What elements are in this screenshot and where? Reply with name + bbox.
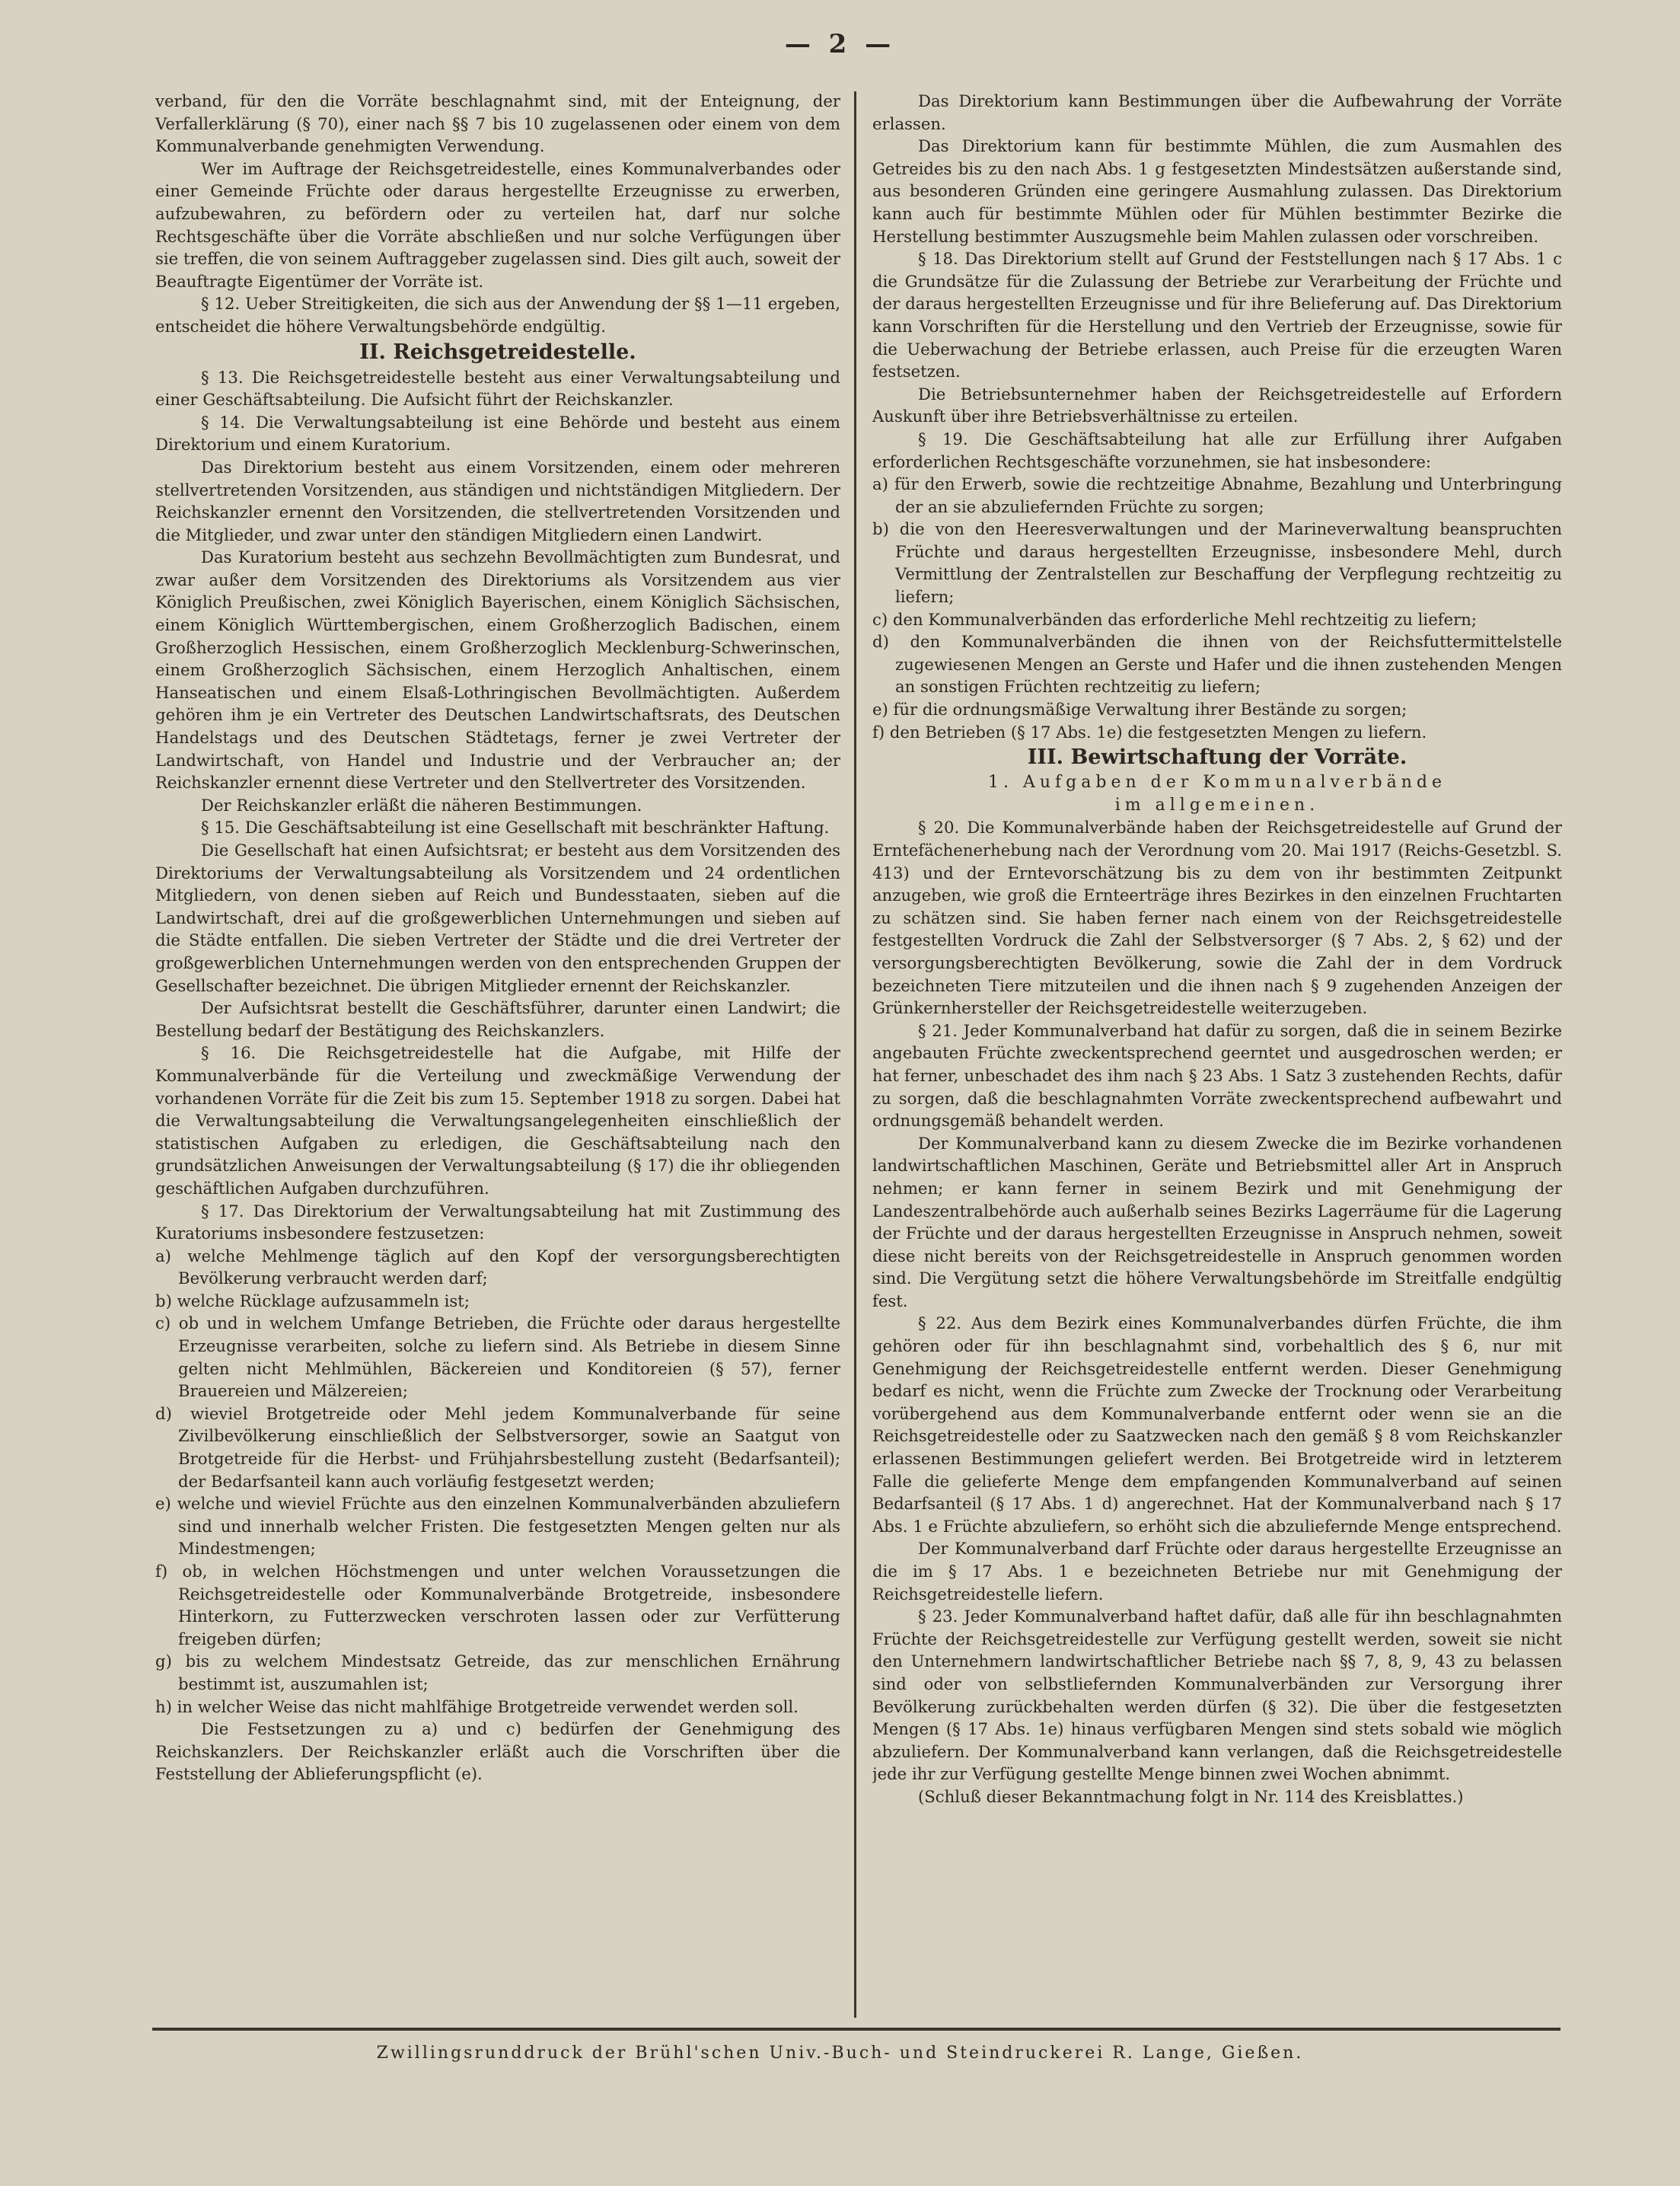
paragraph-section-23: § 23. Jeder Kommunalverband haftet dafür, daß alle für ihn beschlagnahmten Früchte der Reichsgetreidestelle zur Verfügung gestellt werden, soweit sie nicht den Unternehmern landwirtschaftlicher Betriebe nach §§ 7, 8, 9, 43 zu belassen sind oder von selbstliefernden Kommunalverbänden zur Versorgung ihrer Bevölkerung zurückbehalten werden dürfen (§ 32). Die über die festgesetzten Mengen (§ 17 Abs. 1e) hinaus verfügbaren Mengen sind stets sobald wie möglich abzuliefern. Der Kommunalverband kann verlangen, daß die Reichsgetreidestelle jede ihr zur Verfügung gestellte Menge binnen zwei Wochen abnimmt.: [872, 1607, 1562, 1784]
paragraph: Das Kuratorium besteht aus sechzehn Bevollmächtigten zum Bundesrat, und zwar außer dem Vorsitzenden des Direktoriums als Vorsitzendem aus vier Königlich Preußischen, zwei Königlich Bayerischen, einem Königlich Sächsischen, einem Königlich Württembergischen, einem Großherzoglich Badischen, einem Großherzoglich Hessischen, einem Großherzoglich Mecklenburg-Schwerinschen, einem Großherzoglich Sächsischen, einem Herzoglich Anhaltischen, einem Hanseatischen und einem Elsaß-Lothringischen Bevollmächtigten. Außerdem gehören ihm je ein Vertreter des Deutschen Landwirtschaftsrats, des Deutschen Handelstags und des Deutschen Städtetags, ferner je zwei Vertreter der Landwirtschaft, von Handel und Industrie und der Verbraucher an; der Reichskanzler ernennt diese Vertreter und den Stellvertreter des Vorsitzenden.: [155, 547, 840, 793]
list-item: c) den Kommunalverbänden das erforderliche Mehl rechtzeitig zu liefern;: [872, 609, 1478, 629]
list-item: e) welche und wieviel Früchte aus den einzelnen Kommunalverbänden abzuliefern sind und innerhalb welcher Fristen. Die festgesetzten Mengen gelten nur als Mindestmengen;: [155, 1494, 840, 1559]
paragraph: Das Direktorium kann Bestimmungen über die Aufbewahrung der Vorräte erlassen.: [872, 91, 1562, 133]
section-heading-reichsgetreidestelle: II. Reichsgetreidestelle.: [359, 340, 636, 364]
list-item: f) ob, in welchen Höchstmengen und unter welchen Voraussetzungen die Reichsgetreidestelle oder Kommunalverbände Brotgetreide, insbesondere Hinterkorn, zu Futterzwecken verschroten lassen oder zur Verfütterung freigeben dürfen;: [155, 1562, 840, 1648]
subsection-heading-cont: im allgemeinen.: [1114, 795, 1320, 815]
list-item: e) für die ordnungsmäßige Verwaltung ihrer Bestände zu sorgen;: [872, 700, 1407, 720]
right-column: [872, 90, 1562, 2009]
list-item: a) für den Erwerb, sowie die rechtzeitige Abnahme, Bezahlung und Unterbringung der an sie abzuliefernden Früchte zu sorgen;: [872, 474, 1562, 516]
list-item: b) welche Rücklage aufzusammeln ist;: [155, 1291, 470, 1310]
paragraph-section-21: § 21. Jeder Kommunalverband hat dafür zu sorgen, daß die in seinem Bezirke angebauten Früchte zweckentsprechend geerntet und ausgedroschen werden; er hat ferner, unbeschadet des ihm nach § 23 Abs. 1 Satz 3 zustehenden Rechts, dafür zu sorgen, daß die beschlagnahmten Vorräte zweckentsprechend aufbewahrt und ordnungsgemäß behandelt werden.: [872, 1020, 1562, 1131]
section-heading-bewirtschaftung: III. Bewirtschaftung der Vorräte.: [1027, 745, 1407, 770]
continuation-note: (Schluß dieser Bekanntmachung folgt in Nr. 114 des Kreisblattes.): [918, 1786, 1464, 1806]
paragraph-section-19: § 19. Die Geschäftsabteilung hat alle zur Erfüllung ihrer Aufgaben erforderlichen Rechtsgeschäfte vorzunehmen, sie hat insbesondere:: [872, 429, 1562, 471]
paragraph: Der Reichskanzler erläßt die näheren Bestimmungen.: [201, 795, 642, 815]
paragraph-section-16: § 16. Die Reichsgetreidestelle hat die Aufgabe, mit Hilfe der Kommunalverbände für die Verteilung und zweckmäßige Verwendung der vorhandenen Vorräte für die Zeit bis zum 15. September 1918 zu sorgen. Dabei hat die Verwaltungsabteilung die Verwaltungsangelegenheiten einschließlich der statistischen Aufgaben zu erledigen, die Geschäftsabteilung nach den grundsätzlichen Anweisungen der Verwaltungsabteilung (§ 17) die ihr obliegenden geschäftlichen Aufgaben durchzuführen.: [155, 1043, 840, 1198]
paragraph-section-14: § 14. Die Verwaltungsabteilung ist eine Behörde und besteht aus einem Direktorium und einem Kuratorium.: [155, 412, 840, 455]
paragraph-section-17: § 17. Das Direktorium der Verwaltungsabteilung hat mit Zustimmung des Kuratoriums insbesondere festzusetzen:: [155, 1201, 840, 1243]
paragraph-section-12: § 12. Ueber Streitigkeiten, die sich aus der Anwendung der §§ 1—11 ergeben, entscheidet die höhere Verwaltungsbehörde endgültig.: [155, 294, 840, 336]
paragraph: Wer im Auftrage der Reichsgetreidestelle, eines Kommunalverbandes oder einer Gemeinde Früchte oder daraus hergestellte Erzeugnisse zu erwerben, aufzubewahren, zu befördern oder zu verteilen hat, darf nur solche Rechtsgeschäfte über die Vorräte abschließen und nur solche Verfügungen über sie treffen, die von seinem Auftraggeber zugelassen sind. Dies gilt auch, soweit der Beauftragte Eigentümer der Vorräte ist.: [155, 158, 840, 291]
list-section-17: [155, 1245, 840, 1718]
column-divider: [854, 91, 856, 2018]
list-item: a) welche Mehlmenge täglich auf den Kopf der versorgungsberechtigten Bevölkerung verbraucht werden darf;: [155, 1246, 840, 1288]
paragraph: Der Kommunalverband kann zu diesem Zwecke die im Bezirke vorhandenen landwirtschaftlichen Maschinen, Geräte und Betriebsmittel aller Art in Anspruch nehmen; er kann ferner in seinem Bezirk und mit Genehmigung der Landeszentralbehörde auch außerhalb seines Bezirks Lagerräume für die Lagerung der Früchte und der daraus hergestellten Erzeugnisse in Anspruch nehmen, soweit diese nicht bereits von der Reichsgetreidestelle in Anspruch genommen worden sind. Die Vergütung setzt die höhere Verwaltungsbehörde im Streitfalle endgültig fest.: [872, 1133, 1562, 1310]
list-section-19: [872, 473, 1562, 743]
paragraph: Der Aufsichtsrat bestellt die Geschäftsführer, darunter einen Landwirt; die Bestellung bedarf der Bestätigung des Reichskanzlers.: [155, 998, 840, 1040]
paragraph: verband, für den die Vorräte beschlagnahmt sind, mit der Enteignung, der Verfallerklärung (§ 70), einer nach §§ 7 bis 10 zugelassenen oder einem von dem Kommunalverbande genehmigten Verwendung.: [155, 91, 840, 156]
paragraph: Die Gesellschaft hat einen Aufsichtsrat; er besteht aus dem Vorsitzenden des Direktoriums der Verwaltungsabteilung als Vorsitzendem und 24 ordentlichen Mitgliedern, von denen sieben auf Reich und Bundesstaaten, sieben auf die Landwirtschaft, drei auf die großgewerblichen Unternehmungen und sieben auf die Städte entfallen. Die sieben Vertreter der Städte und die drei Vertreter der großgewerblichen Unternehmungen werden von den entsprechenden Gruppen der Gesellschafter bezeichnet. Die übrigen Mitglieder ernennt der Reichskanzler.: [155, 841, 840, 995]
paragraph: Die Betriebsunternehmer haben der Reichsgetreidestelle auf Erfordern Auskunft über ihre Betriebsverhältnisse zu erteilen.: [872, 384, 1562, 426]
paragraph-section-22: § 22. Aus dem Bezirk eines Kommunalverbandes dürfen Früchte, die ihm gehören oder für ihn beschlagnahmt sind, vorbehaltlich des § 6, nur mit Genehmigung der Reichsgetreidestelle entfernt werden. Dieser Genehmigung bedarf es nicht, wenn die Früchte zum Zwecke der Trocknung oder Verarbeitung vorübergehend aus dem Kommunalverbande entfernt oder wenn sie an die Reichsgetreidestelle oder zu Saatzwecken nach den gemäß § 8 vom Reichskanzler erlassenen Bestimmungen geliefert werden. Bei Brotgetreide wird in letzterem Falle die gelieferte Menge dem empfangenden Kommunalverband auf seinen Bedarfsanteil (§ 17 Abs. 1 d) angerechnet. Hat der Kommunalverband nach § 17 Abs. 1 e Früchte abzuliefern, so erhöht sich die abzuliefernde Menge entsprechend.: [872, 1313, 1562, 1536]
list-item: g) bis zu welchem Mindestsatz Getreide, das zur menschlichen Ernährung bestimmt ist, auszumahlen ist;: [155, 1651, 840, 1693]
left-column: [155, 90, 840, 2009]
list-item: c) ob und in welchem Umfange Betrieben, die Früchte oder daraus hergestellte Erzeugnisse verarbeiten, solche zu liefern sind. Als Betriebe in diesem Sinne gelten nicht Mehlmühlen, Bäckereien und Konditoreien (§ 57), ferner Brauereien und Mälzereien;: [155, 1313, 840, 1401]
paragraph: Das Direktorium besteht aus einem Vorsitzenden, einem oder mehreren stellvertretenden Vorsitzenden, aus ständigen und nichtständigen Mitgliedern. Der Reichskanzler ernennt den Vorsitzenden, die stellvertretenden Vorsitzenden und die Mitglieder, und zwar unter den ständigen Mitgliedern einen Landwirt.: [155, 457, 840, 544]
paragraph-section-18: § 18. Das Direktorium stellt auf Grund der Feststellungen nach § 17 Abs. 1 c die Grundsätze für die Zulassung der Betriebe zur Verarbeitung der Früchte und der daraus hergestellten Erzeugnisse und für ihre Belieferung auf. Das Direktorium kann Vorschriften für die Herstellung und den Vertrieb der Erzeugnisse, sowie für die Ueberwachung der Betriebe erlassen, auch Preise für die erzeugten Waren festsetzen.: [872, 249, 1562, 381]
printer-imprint: Zwillingsrunddruck der Brühl'schen Univ.-Buch- und Steindruckerei R. Lange, Gießen.: [376, 2044, 1304, 2063]
paragraph: Das Direktorium kann für bestimmte Mühlen, die zum Ausmahlen des Getreides bis zu den nach Abs. 1 g festgesetzten Mindestsätzen außerstande sind, aus besonderen Gründen eine geringere Ausmahlung zulassen. Das Direktorium kann auch für bestimmte Mühlen oder für Mühlen bestimmter Bezirke die Herstellung bestimmter Auszugsmehle beim Mahlen zulassen oder vorschreiben.: [872, 136, 1562, 246]
paragraph-section-13: § 13. Die Reichsgetreidestelle besteht aus einer Verwaltungsabteilung und einer Geschäftsabteilung. Die Aufsicht führt der Reichskanzler.: [155, 367, 840, 410]
paragraph-section-20: § 20. Die Kommunalverbände haben der Reichsgetreidestelle auf Grund der Erntefächenerhebung nach der Verordnung vom 20. Mai 1917 (Reichs-Gesetzbl. S. 413) und der Erntevorschätzung bis zu dem von ihr bestimmten Zeitpunkt anzugeben, wie groß die Ernteerträge ihres Bezirkes in den einzelnen Fruchtarten zu schätzen sind. Sie haben ferner nach einem von der Reichsgetreidestelle festgestellten Vordruck die Zahl der Selbstversorger (§ 7 Abs. 2, § 62) und der versorgungsberechtigten Bevölkerung, sowie die Zahl der in dem Vordruck bezeichneten Tiere mitzuteilen und die ihnen nach § 9 zugehenden Anzeigen der Grünkernhersteller der Reichsgetreidestelle weiterzugeben.: [872, 818, 1562, 1018]
list-item: d) den Kommunalverbänden die ihnen von der Reichsfuttermittelstelle zugewiesenen Mengen an Gerste und Hafer und die ihnen zustehenden Mengen an sonstigen Früchten rechtzeitig zu liefern;: [872, 632, 1562, 697]
list-item: d) wieviel Brotgetreide oder Mehl jedem Kommunalverbande für seine Zivilbevölkerung einschließlich der Selbstversorger, sowie an Saatgut von Brotgetreide für die Herbst- und Frühjahrsbestellung zusteht (Bedarfsanteil); der Bedarfsanteil kann auch vorläufig festgesetzt werden;: [155, 1403, 840, 1491]
footer-rule: [152, 2028, 1560, 2031]
paragraph-section-15: § 15. Die Geschäftsabteilung ist eine Gesellschaft mit beschränkter Haftung.: [201, 818, 830, 838]
page-number: — 2 —: [784, 29, 896, 59]
subsection-heading: 1. Aufgaben der Kommunalverbände: [988, 773, 1446, 793]
list-item: h) in welcher Weise das nicht mahlfähige Brotgetreide verwendet werden soll.: [155, 1696, 799, 1716]
paragraph: Die Festsetzungen zu a) und c) bedürfen der Genehmigung des Reichskanzlers. Der Reichskanzler erläßt auch die Vorschriften über die Feststellung der Ablieferungspflicht (e).: [155, 1719, 840, 1784]
list-item: f) den Betrieben (§ 17 Abs. 1e) die festgesetzten Mengen zu liefern.: [872, 722, 1427, 742]
list-item: b) die von den Heeresverwaltungen und der Marineverwaltung beanspruchten Früchte und daraus hergestellten Erzeugnisse, insbesondere Mehl, durch Vermittlung der Zentralstellen zur Beschaffung der Verpflegung rechtzeitig zu liefern;: [872, 519, 1562, 607]
paragraph: Der Kommunalverband darf Früchte oder daraus hergestellte Erzeugnisse an die im § 17 Abs. 1 e bezeichneten Betriebe nur mit Genehmigung der Reichsgetreidestelle liefern.: [872, 1539, 1562, 1604]
